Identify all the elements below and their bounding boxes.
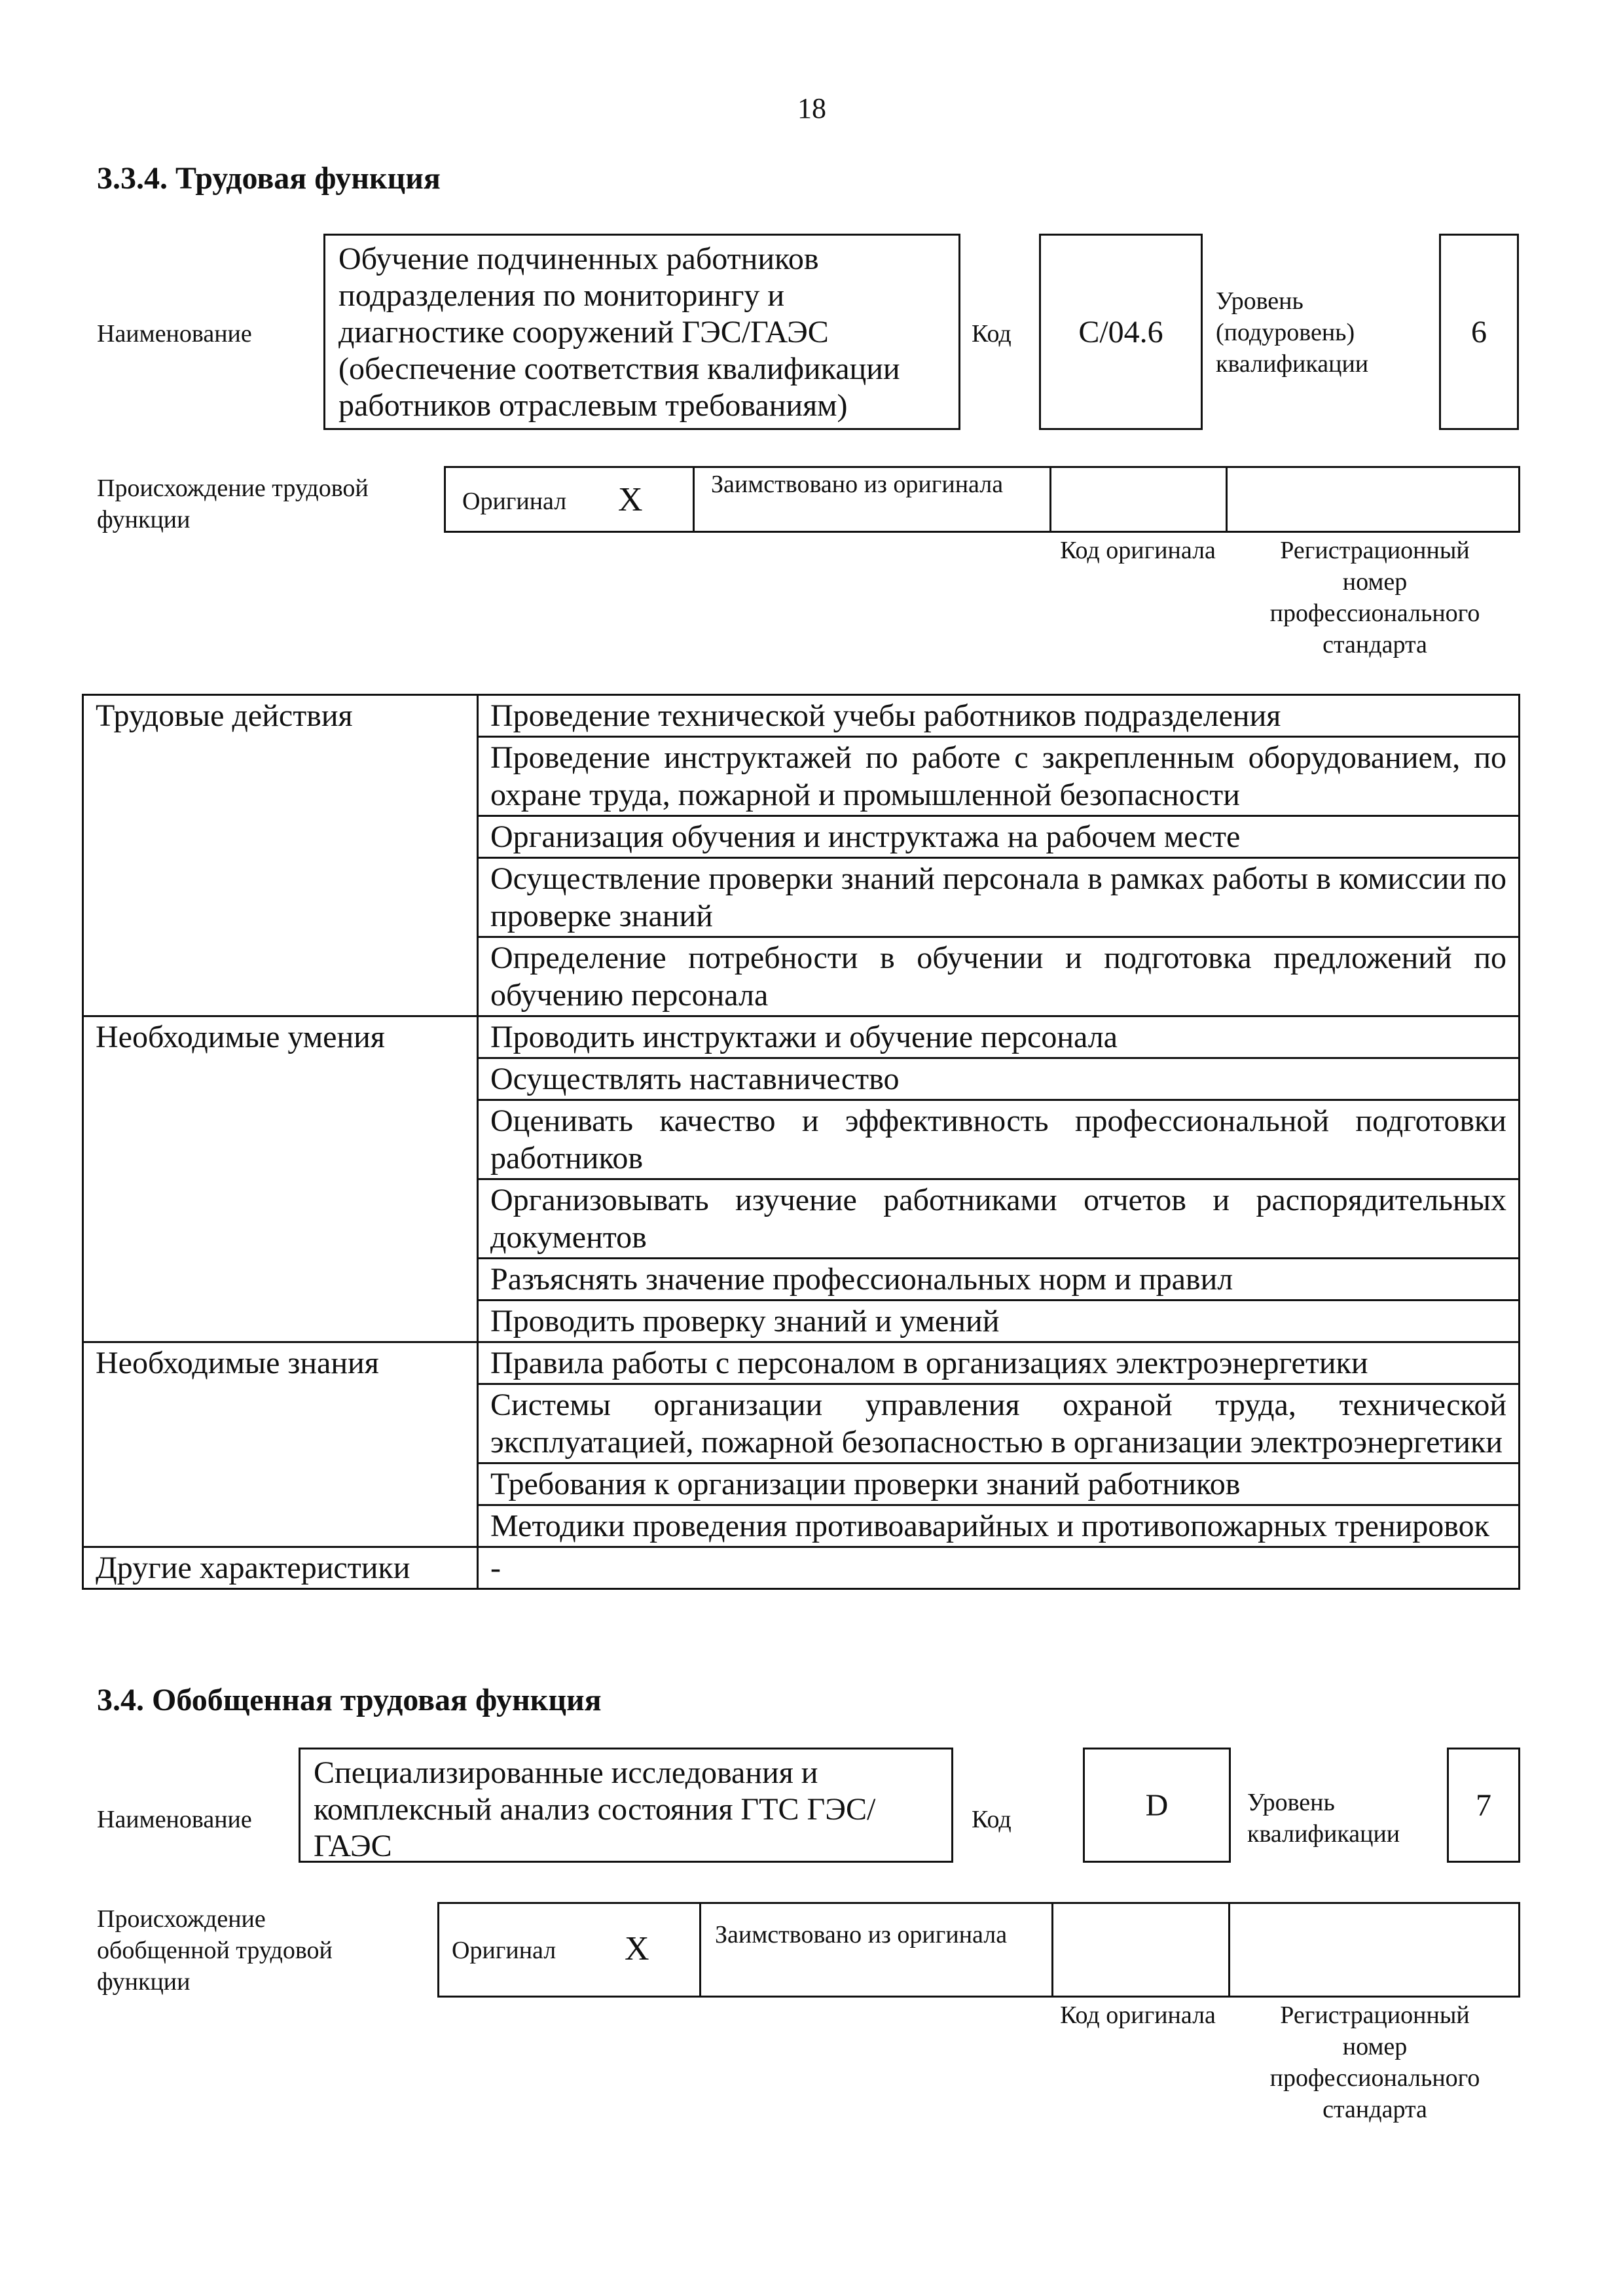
- code-label: Код: [972, 320, 1012, 348]
- section-heading: 3.4. Обобщенная трудовая функция: [97, 1683, 602, 1717]
- origin-divider: [1228, 1902, 1230, 1998]
- table-cell: Проводить проверку знаний и умений: [478, 1300, 1520, 1342]
- level-box: [1439, 234, 1519, 430]
- origin-label: Происхождение трудовой функции: [97, 475, 369, 533]
- level-label: Уровень квалификации: [1247, 1789, 1400, 1848]
- code-box: [1039, 234, 1203, 430]
- table-cell: Требования к организации проверки знаний работников: [478, 1463, 1520, 1505]
- code-value: С/04.6: [1078, 314, 1163, 350]
- table-cell: Осуществление проверки знаний персонала в рамках работы в комиссии по проверке знаний: [478, 858, 1520, 937]
- function-name-value: Обучение подчиненных работников подразделения по мониторингу и диагностике сооружений ГЭС/ГАЭС (обеспечение соответствия квалификации работников отраслевым требованиям): [338, 242, 900, 423]
- origin-divider: [699, 1902, 701, 1998]
- original-label: Оригинал: [462, 488, 567, 515]
- origin-divider: [1049, 466, 1051, 533]
- original-mark: X: [625, 1930, 649, 1967]
- level-value: 6: [1471, 314, 1487, 350]
- table-cell: -: [478, 1547, 1520, 1589]
- page-number: 18: [797, 92, 826, 124]
- level-value: 7: [1476, 1787, 1491, 1823]
- borrowed-label: Заимствовано из оригинала: [715, 1921, 1008, 1948]
- code-original-caption: Код оригинала: [1060, 2001, 1216, 2029]
- function-name-value: Специализированные исследования и комплексный анализ состояния ГТС ГЭС/ГАЭС: [314, 1755, 876, 1863]
- code-box: [1083, 1748, 1231, 1863]
- table-cell: Организация обучения и инструктажа на рабочем месте: [478, 816, 1520, 858]
- table-cell: Проводить инструктажи и обучение персонала: [478, 1016, 1520, 1058]
- function-name-box: [299, 1748, 953, 1863]
- reg-number-caption: Регистрационный номер профессионального стандарта: [1269, 2001, 1480, 2123]
- code-value: D: [1145, 1787, 1169, 1823]
- origin-divider: [1226, 466, 1228, 533]
- original-mark: X: [618, 481, 643, 518]
- section-heading: 3.3.4. Трудовая функция: [97, 161, 441, 196]
- table-cell: Организовывать изучение работниками отчетов и распорядительных документов: [478, 1179, 1520, 1259]
- table-cell: Определение потребности в обучении и подготовка предложений по обучению персонала: [478, 937, 1520, 1016]
- name-label: Наименование: [97, 320, 252, 348]
- origin-divider: [693, 466, 695, 533]
- table-cell: Методики проведения противоаварийных и противопожарных тренировок: [478, 1505, 1520, 1547]
- table-cell: Осуществлять наставничество: [478, 1058, 1520, 1100]
- row-label-skills: Необходимые умения: [83, 1016, 478, 1342]
- row-label-knowledge: Необходимые знания: [83, 1342, 478, 1547]
- table-cell: Системы организации управления охраной труда, технической эксплуатацией, пожарной безопасностью в организации электроэнергетики: [478, 1384, 1520, 1463]
- row-label-other: Другие характеристики: [83, 1547, 478, 1589]
- labor-function-table: [82, 694, 1520, 1590]
- table-cell: Проведение технической учебы работников подразделения: [478, 695, 1520, 737]
- table-cell: Правила работы с персоналом в организациях электроэнергетики: [478, 1342, 1520, 1384]
- original-label: Оригинал: [452, 1937, 556, 1964]
- level-box: [1447, 1748, 1520, 1863]
- borrowed-label: Заимствовано из оригинала: [711, 471, 1004, 498]
- name-label: Наименование: [97, 1806, 252, 1833]
- origin-divider: [1051, 1902, 1053, 1998]
- code-label: Код: [972, 1806, 1012, 1833]
- origin-label: Происхождение обобщенной трудовой функции: [97, 1905, 333, 1996]
- function-name-box: [323, 234, 960, 430]
- reg-number-caption: Регистрационный номер профессионального стандарта: [1269, 537, 1480, 658]
- row-label-actions: Трудовые действия: [83, 695, 478, 1016]
- level-label: Уровень (подуровень) квалификации: [1216, 287, 1369, 378]
- table-cell: Проведение инструктажей по работе с закрепленным оборудованием, по охране труда, пожарной и промышленной безопасности: [478, 737, 1520, 816]
- table-cell: Оценивать качество и эффективность профессиональной подготовки работников: [478, 1100, 1520, 1179]
- table-cell: Разъяснять значение профессиональных норм и правил: [478, 1259, 1520, 1300]
- code-original-caption: Код оригинала: [1060, 537, 1216, 564]
